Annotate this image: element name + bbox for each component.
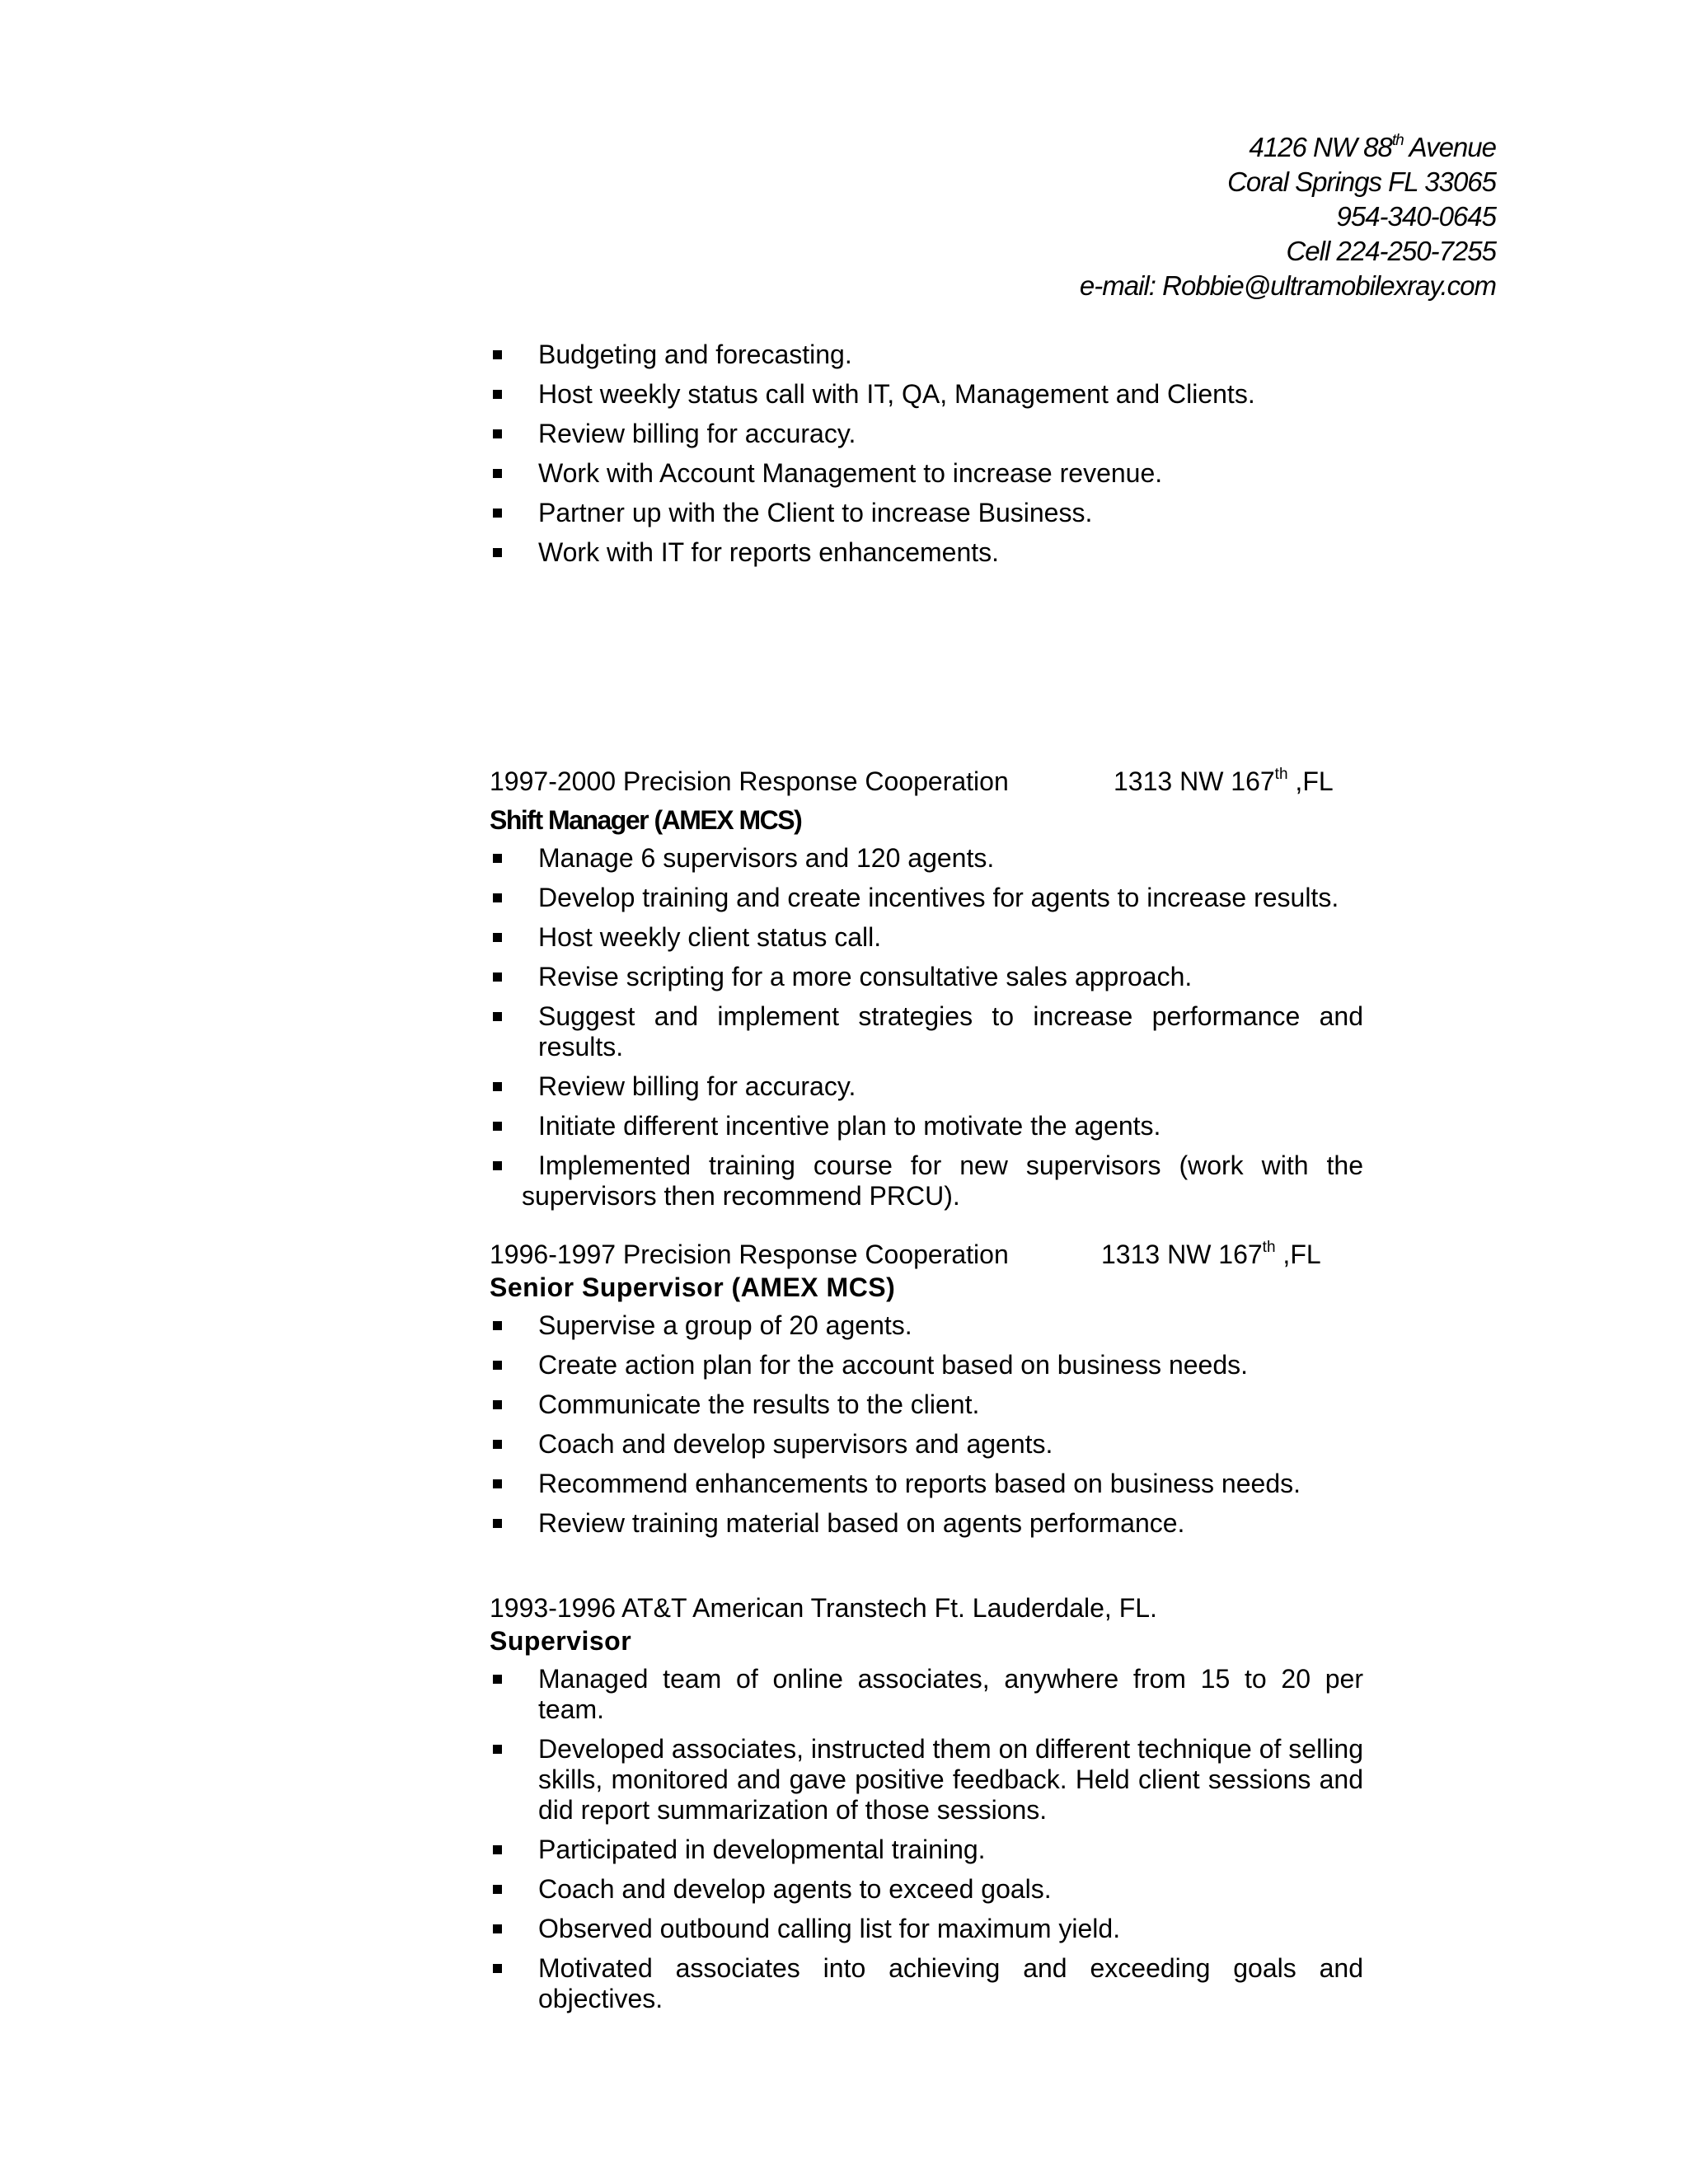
contact-email: e-mail: Robbie@ultramobilexray.com xyxy=(1079,270,1496,301)
job-header xyxy=(490,1238,1363,1271)
contact-city: Coral Springs FL 33065 xyxy=(1227,166,1496,197)
list-item: Manage 6 supervisors and 120 agents. xyxy=(490,843,1363,874)
contact-street: 4126 NW 88th Avenue xyxy=(1249,132,1496,162)
bullet-square-icon xyxy=(493,1440,502,1449)
bullet-square-icon xyxy=(493,1745,502,1754)
bullet-square-icon xyxy=(493,1161,502,1170)
list-item: Review training material based on agents performance. xyxy=(490,1508,1363,1539)
bullet-square-icon xyxy=(493,1924,502,1933)
list-item: Partner up with the Client to increase Business. xyxy=(490,498,1363,528)
list-item: Host weekly status call with IT, QA, Management and Clients. xyxy=(490,379,1363,410)
list-item: Observed outbound calling list for maximum yield. xyxy=(490,1914,1363,1944)
list-item: Motivated associates into achieving and exceeding goals and objectives. xyxy=(490,1953,1363,2014)
list-item: Initiate different incentive plan to motivate the agents. xyxy=(490,1111,1363,1141)
continued-duties xyxy=(490,340,1363,577)
bullet-square-icon xyxy=(493,350,502,359)
list-item: Review billing for accuracy. xyxy=(490,419,1363,449)
list-item: Communicate the results to the client. xyxy=(490,1390,1363,1420)
bullet-square-icon xyxy=(493,1519,502,1528)
bullet-square-icon xyxy=(493,1845,502,1854)
job-dates-company-location: 1993-1996 AT&T American Transtech Ft. Lauderdale, FL. xyxy=(490,1593,1157,1623)
list-item: Create action plan for the account based on business needs. xyxy=(490,1350,1363,1380)
bullet-square-icon xyxy=(493,1361,502,1370)
list-item: Recommend enhancements to reports based on business needs. xyxy=(490,1469,1363,1499)
job-header xyxy=(490,765,1363,798)
bullet-square-icon xyxy=(493,1479,502,1488)
job-section-1993 xyxy=(490,1591,1363,2023)
bullet-square-icon xyxy=(493,429,502,438)
bullet-square-icon xyxy=(493,1321,502,1330)
list-item: Coach and develop supervisors and agents. xyxy=(490,1429,1363,1460)
contact-phone: 954-340-0645 xyxy=(1336,201,1496,232)
list-item: Managed team of online associates, anywhere from 15 to 20 per team. xyxy=(490,1664,1363,1725)
bullet-square-icon xyxy=(493,509,502,518)
job-title: Shift Manager (AMEX MCS) xyxy=(490,805,802,835)
job-title: Senior Supervisor (AMEX MCS) xyxy=(490,1272,896,1302)
list-item: Host weekly client status call. xyxy=(490,922,1363,953)
bullet-square-icon xyxy=(493,1675,502,1684)
list-item: Budgeting and forecasting. xyxy=(490,340,1363,370)
list-item: Participated in developmental training. xyxy=(490,1835,1363,1865)
bullet-square-icon xyxy=(493,469,502,478)
list-item: Develop training and create incentives for agents to increase results. xyxy=(490,883,1363,913)
bullet-square-icon xyxy=(493,1400,502,1409)
list-item: Revise scripting for a more consultative sales approach. xyxy=(490,962,1363,992)
job-section-1996 xyxy=(490,1238,1363,1548)
list-item: Work with IT for reports enhancements. xyxy=(490,537,1363,568)
bullet-square-icon xyxy=(493,893,502,902)
contact-block xyxy=(1080,130,1496,303)
bullet-square-icon xyxy=(493,1122,502,1131)
list-item: Implemented training course for new supervisors (work with the supervisors then recommend PRCU). xyxy=(490,1151,1363,1212)
bullet-square-icon xyxy=(493,548,502,557)
job-header xyxy=(490,1591,1363,1624)
bullet-square-icon xyxy=(493,390,502,399)
list-item: Developed associates, instructed them on different technique of selling skills, monitored and gave positive feedback. Held client sessions and did report summarization of those sessions. xyxy=(490,1734,1363,1825)
contact-cell: Cell 224-250-7255 xyxy=(1286,236,1496,266)
bullet-square-icon xyxy=(493,1012,502,1021)
job-dates-company: 1996-1997 Precision Response Cooperation xyxy=(490,1240,1009,1269)
list-item: Coach and develop agents to exceed goals. xyxy=(490,1874,1363,1905)
list-item: Suggest and implement strategies to increase performance and results. xyxy=(490,1001,1363,1062)
job-address: 1313 NW 167th ,FL xyxy=(1114,766,1334,796)
job-title: Supervisor xyxy=(490,1626,632,1656)
job-section-1997 xyxy=(490,765,1363,1221)
bullet-square-icon xyxy=(493,1885,502,1894)
bullet-square-icon xyxy=(493,1082,502,1091)
list-item: Review billing for accuracy. xyxy=(490,1071,1363,1102)
bullet-square-icon xyxy=(493,854,502,863)
list-item: Work with Account Management to increase revenue. xyxy=(490,458,1363,489)
bullet-square-icon xyxy=(493,1964,502,1973)
job-address: 1313 NW 167th ,FL xyxy=(1101,1239,1321,1269)
bullet-square-icon xyxy=(493,933,502,942)
bullet-square-icon xyxy=(493,972,502,982)
job-dates-company: 1997-2000 Precision Response Cooperation xyxy=(490,766,1009,796)
list-item: Supervise a group of 20 agents. xyxy=(490,1310,1363,1341)
